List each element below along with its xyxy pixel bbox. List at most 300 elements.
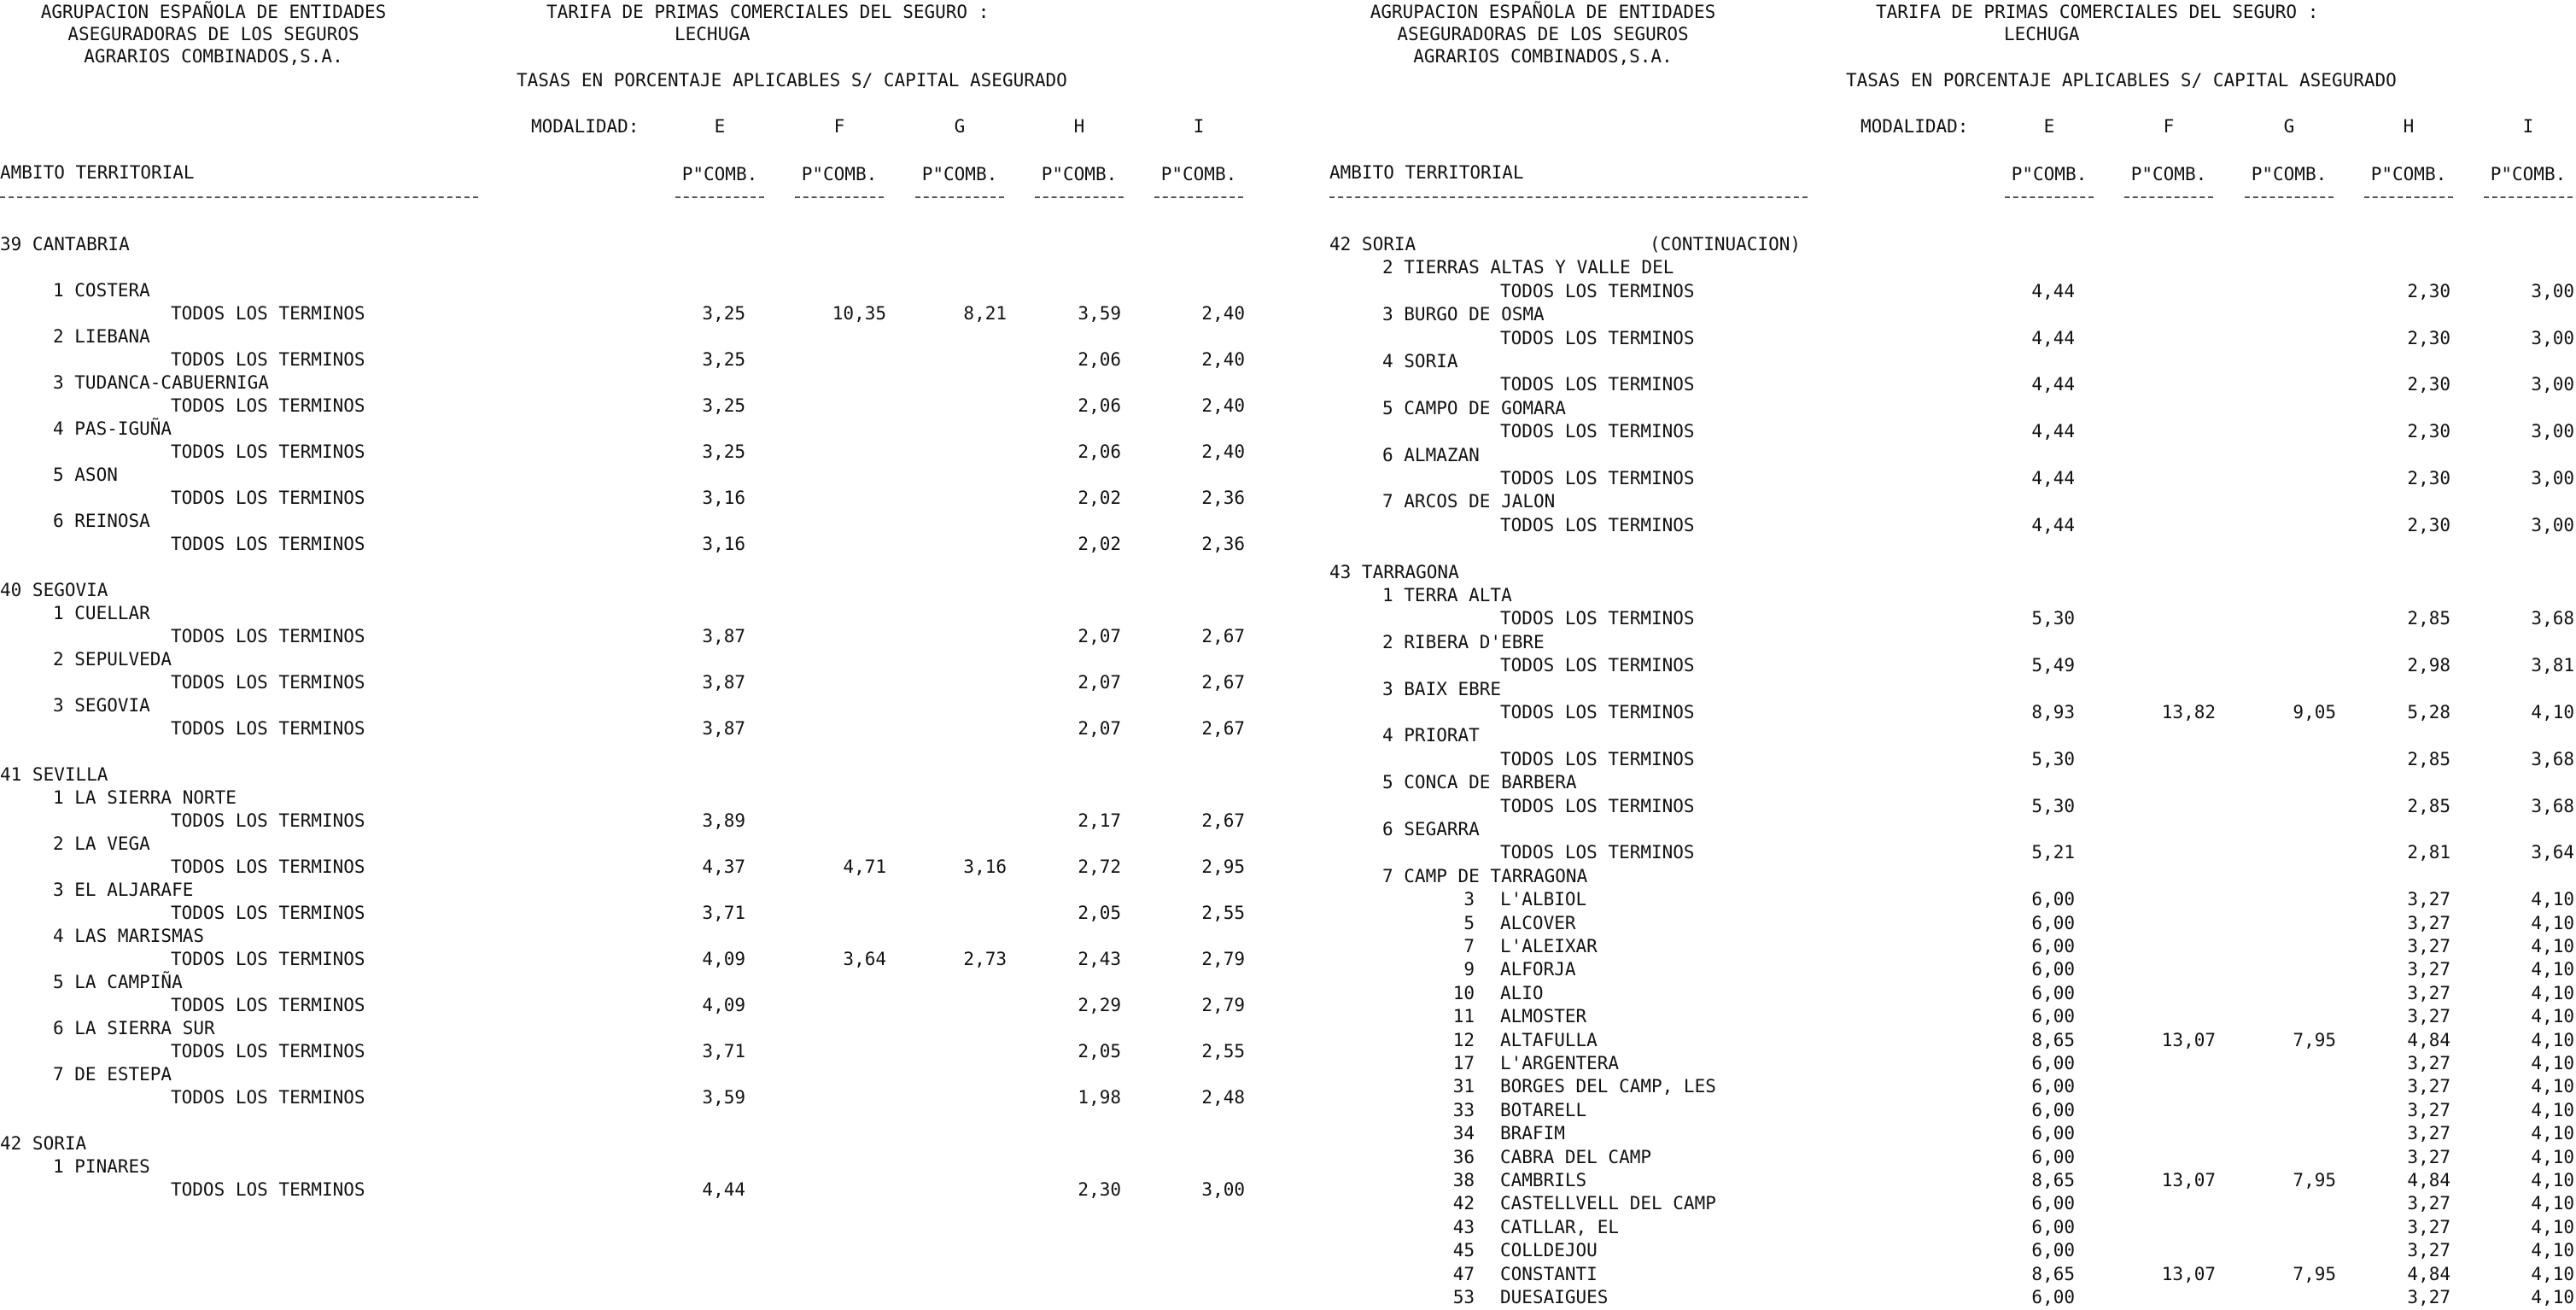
column-header: P"COMB.: [2251, 164, 2328, 184]
column-header-rule: [2005, 196, 2094, 198]
rate-value: 4,44: [2031, 328, 2075, 348]
rate-value: 3,27: [2407, 913, 2450, 933]
column-header: P"COMB.: [1041, 164, 1118, 184]
municipality-name: BOTARELL: [1500, 1100, 1587, 1120]
rate-value: 9,05: [2293, 702, 2336, 722]
rate-value: 4,10: [2531, 1076, 2574, 1097]
rate-value: 4,10: [2531, 1030, 2574, 1050]
comarca-name: 1 TERRA ALTA: [1382, 585, 1512, 605]
rate-value: 2,95: [1201, 857, 1245, 877]
table-row: [0, 280, 1238, 303]
table-row: [0, 1133, 1238, 1156]
table-row: [0, 1018, 1238, 1041]
term-label: TODOS LOS TERMINOS: [171, 857, 365, 877]
municipality-code: 33: [1452, 1100, 1475, 1120]
rate-value: 4,10: [2531, 702, 2574, 722]
municipality-code: 34: [1452, 1123, 1475, 1143]
rate-value: 2,36: [1201, 534, 1245, 554]
table-row: [0, 326, 1238, 349]
rate-value: 13,07: [2161, 1264, 2216, 1284]
rate-value: 3,27: [2407, 1287, 2450, 1307]
table-row: [1329, 842, 2574, 865]
table-row: [1329, 1006, 2574, 1029]
municipality-name: ALCOVER: [1500, 913, 1576, 933]
rate-value: 3,27: [2407, 1100, 2450, 1120]
comarca-name: 3 TUDANCA-CABUERNIGA: [53, 372, 269, 393]
blank-row: [0, 257, 1238, 280]
rate-value: 4,10: [2531, 1240, 2574, 1260]
rate-value: 2,07: [1078, 672, 1121, 693]
municipality-name: ALTAFULLA: [1500, 1030, 1598, 1050]
municipality-code: 17: [1452, 1053, 1475, 1073]
rate-value: 2,73: [963, 949, 1007, 969]
rate-value: 4,37: [702, 857, 745, 877]
table-row: [0, 465, 1238, 488]
rate-value: 4,10: [2531, 1100, 2574, 1120]
rate-value: 2,40: [1201, 303, 1245, 324]
municipality-code: 11: [1452, 1006, 1475, 1026]
comarca-name: 4 PAS-IGUÑA: [53, 418, 172, 439]
rate-value: 5,30: [2031, 608, 2075, 629]
territory-header: AMBITO TERRITORIAL: [0, 162, 195, 183]
rate-value: 6,00: [2031, 1006, 2075, 1026]
municipality-code: 10: [1452, 983, 1475, 1003]
table-row: [0, 1156, 1238, 1179]
tariff-title: TARIFA DE PRIMAS COMERCIALES DEL SEGURO :: [1876, 2, 2319, 22]
table-row: [0, 972, 1238, 995]
table-row: [0, 764, 1238, 787]
rate-value: 6,00: [2031, 959, 2075, 980]
rate-value: 2,40: [1201, 442, 1245, 462]
rate-value: 5,49: [2031, 655, 2075, 675]
rate-value: 3,27: [2407, 1217, 2450, 1237]
term-label: TODOS LOS TERMINOS: [171, 718, 365, 739]
municipality-name: CASTELLVELL DEL CAMP: [1500, 1193, 1716, 1214]
municipality-code: 36: [1452, 1147, 1475, 1167]
province-name: 42 SORIA: [1329, 234, 1417, 254]
table-row: [0, 880, 1238, 903]
table-row: [1329, 491, 2567, 514]
table-row: [1329, 304, 2567, 327]
rate-value: 7,95: [2293, 1264, 2336, 1284]
table-row: [1329, 1147, 2574, 1170]
rate-value: 3,87: [702, 718, 745, 739]
comarca-name: 7 CAMP DE TARRAGONA: [1382, 866, 1588, 886]
municipality-name: CAMBRILS: [1500, 1170, 1587, 1190]
comarca-name: 5 LA CAMPIÑA: [53, 972, 183, 992]
rate-value: 2,30: [2407, 468, 2450, 488]
rate-value: 3,00: [2531, 421, 2574, 442]
table-row: [0, 649, 1238, 672]
rate-value: 4,10: [2531, 983, 2574, 1003]
comarca-name: 6 LA SIERRA SUR: [53, 1018, 215, 1038]
comarca-name: 3 SEGOVIA: [53, 695, 150, 716]
table-row: [0, 395, 1245, 418]
column-header-rule: [1154, 196, 1243, 198]
term-label: TODOS LOS TERMINOS: [171, 488, 365, 508]
rate-value: 2,05: [1078, 1041, 1121, 1061]
column-header: P"COMB.: [681, 164, 758, 184]
table-row: [1329, 374, 2574, 397]
modality-letter: H: [2403, 116, 2415, 137]
municipality-code: 5: [1463, 913, 1475, 933]
rate-value: 4,44: [702, 1179, 745, 1200]
rate-value: 3,00: [2531, 515, 2574, 535]
comarca-name: 6 ALMAZAN: [1382, 445, 1480, 465]
municipality-code: 9: [1463, 959, 1475, 980]
tariff-page-left: [0, 0, 1245, 1307]
rate-value: 4,09: [702, 949, 745, 969]
rate-value: 3,00: [2531, 468, 2574, 488]
table-row: [1329, 351, 2567, 374]
table-row: [0, 1041, 1245, 1064]
rate-value: 3,16: [963, 857, 1007, 877]
table-row: [1329, 1170, 2574, 1193]
rate-value: 4,10: [2531, 1287, 2574, 1307]
rate-value: 2,17: [1078, 810, 1121, 831]
rate-value: 3,64: [2531, 842, 2574, 863]
municipality-name: L'ALBIOL: [1500, 889, 1587, 909]
table-row: [1329, 936, 2574, 959]
province-name: 39 CANTABRIA: [0, 234, 130, 254]
table-row: [1329, 585, 2567, 608]
rate-value: 4,10: [2531, 936, 2574, 956]
table-row: [0, 234, 1238, 257]
column-header: P"COMB.: [2130, 164, 2207, 184]
rate-value: 3,00: [2531, 374, 2574, 395]
comarca-name: 7 DE ESTEPA: [53, 1064, 172, 1085]
term-label: TODOS LOS TERMINOS: [171, 395, 365, 416]
rate-value: 2,06: [1078, 349, 1121, 370]
table-row: [1329, 468, 2574, 491]
column-header-rule: [1035, 196, 1124, 198]
comarca-name: 4 PRIORAT: [1382, 725, 1480, 746]
table-row: [1329, 772, 2567, 795]
province-name: 40 SEGOVIA: [0, 580, 108, 600]
province-name: 42 SORIA: [0, 1133, 87, 1154]
rate-value: 2,67: [1201, 626, 1245, 646]
continuation-note: (CONTINUACION): [1650, 234, 1802, 254]
tariff-title: LECHUGA: [2004, 24, 2080, 44]
table-row: [0, 718, 1245, 741]
rate-value: 8,21: [963, 303, 1007, 324]
table-row: [0, 857, 1245, 880]
rate-value: 3,68: [2531, 749, 2574, 769]
rate-value: 3,25: [702, 442, 745, 462]
blank-row: [0, 741, 1238, 764]
comarca-name: 5 CONCA DE BARBERA: [1382, 772, 1577, 792]
tariff-title: TARIFA DE PRIMAS COMERCIALES DEL SEGURO :: [546, 2, 990, 22]
rate-value: 2,55: [1201, 1041, 1245, 1061]
rate-value: 3,25: [702, 395, 745, 416]
table-row: [0, 810, 1245, 833]
table-row: [1329, 421, 2574, 444]
rate-value: 3,27: [2407, 959, 2450, 980]
municipality-code: 12: [1452, 1030, 1475, 1050]
table-row: [0, 580, 1238, 603]
comarca-name: 1 COSTERA: [53, 280, 150, 301]
table-row: [0, 1087, 1245, 1110]
rate-value: 3,89: [702, 810, 745, 831]
modality-letter: H: [1073, 116, 1085, 137]
table-row: [1329, 913, 2574, 936]
term-label: TODOS LOS TERMINOS: [1500, 608, 1695, 629]
term-label: TODOS LOS TERMINOS: [1500, 702, 1695, 722]
comarca-name: 1 LA SIERRA NORTE: [53, 787, 237, 808]
rate-value: 3,27: [2407, 1076, 2450, 1097]
modality-letter: F: [2163, 116, 2175, 137]
rate-value: 8,65: [2031, 1264, 2075, 1284]
rate-value: 3,27: [2407, 1193, 2450, 1214]
rate-value: 3,87: [702, 626, 745, 646]
rate-value: 13,82: [2161, 702, 2216, 722]
term-label: TODOS LOS TERMINOS: [171, 626, 365, 646]
table-row: [0, 672, 1245, 695]
table-row: [1329, 445, 2567, 468]
table-row: [0, 349, 1245, 372]
municipality-name: COLLDEJOU: [1500, 1240, 1598, 1260]
term-label: TODOS LOS TERMINOS: [171, 1087, 365, 1108]
rate-value: 3,59: [702, 1087, 745, 1108]
table-row: [0, 1179, 1245, 1202]
municipality-name: CABRA DEL CAMP: [1500, 1147, 1652, 1167]
rate-value: 3,64: [843, 949, 886, 969]
modality-letter: E: [2043, 116, 2055, 137]
modality-letter: I: [1193, 116, 1205, 137]
municipality-name: ALFORJA: [1500, 959, 1576, 980]
rate-value: 2,85: [2407, 608, 2450, 629]
rate-value: 2,79: [1201, 995, 1245, 1015]
rate-value: 6,00: [2031, 983, 2075, 1003]
rate-value: 4,10: [2531, 913, 2574, 933]
comarca-name: 2 LA VEGA: [53, 833, 150, 854]
municipality-name: BRAFIM: [1500, 1123, 1565, 1143]
table-row: [1329, 632, 2567, 655]
rate-value: 3,27: [2407, 936, 2450, 956]
rate-value: 6,00: [2031, 936, 2075, 956]
comarca-name: 1 PINARES: [53, 1156, 150, 1177]
rate-value: 6,00: [2031, 1123, 2075, 1143]
tariff-title: LECHUGA: [675, 24, 751, 44]
table-row: [1329, 1100, 2574, 1123]
rate-value: 1,98: [1078, 1087, 1121, 1108]
column-header-rule: [2364, 196, 2453, 198]
territory-header: AMBITO TERRITORIAL: [1329, 162, 1524, 183]
rate-value: 2,02: [1078, 488, 1121, 508]
municipality-name: CATLLAR, EL: [1500, 1217, 1620, 1237]
comarca-name: 5 ASON: [53, 465, 118, 485]
rate-value: 3,27: [2407, 1006, 2450, 1026]
rate-value: 4,10: [2531, 1053, 2574, 1073]
comarca-name: 2 LIEBANA: [53, 326, 150, 347]
rate-value: 2,55: [1201, 903, 1245, 923]
rate-value: 2,30: [2407, 421, 2450, 442]
issuer-line: ASEGURADORAS DE LOS SEGUROS: [67, 24, 359, 44]
column-header: P"COMB.: [2490, 164, 2567, 184]
table-row: [1329, 796, 2574, 819]
table-row: [0, 603, 1238, 626]
rate-value: 13,07: [2161, 1170, 2216, 1190]
table-row: [0, 695, 1238, 718]
rate-value: 6,00: [2031, 1193, 2075, 1214]
rate-value: 6,00: [2031, 1217, 2075, 1237]
comarca-name: 3 BURGO DE OSMA: [1382, 304, 1545, 325]
comarca-name: 2 TIERRAS ALTAS Y VALLE DEL: [1382, 257, 1674, 278]
column-header-rule: [795, 196, 884, 198]
rate-value: 3,00: [1201, 1179, 1245, 1200]
rate-value: 3,00: [2531, 328, 2574, 348]
rate-value: 4,10: [2531, 1217, 2574, 1237]
municipality-code: 47: [1452, 1264, 1475, 1284]
term-label: TODOS LOS TERMINOS: [1500, 749, 1695, 769]
municipality-name: L'ARGENTERA: [1500, 1053, 1620, 1073]
rate-value: 6,00: [2031, 1147, 2075, 1167]
municipality-name: BORGES DEL CAMP, LES: [1500, 1076, 1716, 1097]
rate-value: 3,68: [2531, 796, 2574, 816]
column-header-rule: [2484, 196, 2573, 198]
rate-value: 2,81: [2407, 842, 2450, 863]
term-label: TODOS LOS TERMINOS: [171, 442, 365, 462]
table-row: [1329, 866, 2567, 889]
column-header-rule: [675, 196, 764, 198]
rate-value: 3,27: [2407, 1147, 2450, 1167]
rate-value: 4,71: [843, 857, 886, 877]
table-row: [0, 488, 1245, 511]
term-label: TODOS LOS TERMINOS: [1500, 281, 1695, 301]
rate-value: 2,07: [1078, 626, 1121, 646]
rate-value: 2,98: [2407, 655, 2450, 675]
rate-value: 2,30: [1078, 1179, 1121, 1200]
rate-value: 2,79: [1201, 949, 1245, 969]
issuer-line: AGRUPACION ESPAÑOLA DE ENTIDADES: [1370, 2, 1716, 22]
column-header: P"COMB.: [2370, 164, 2447, 184]
term-label: TODOS LOS TERMINOS: [171, 1179, 365, 1200]
modality-letter: E: [714, 116, 726, 137]
rate-value: 2,43: [1078, 949, 1121, 969]
column-header: P"COMB.: [921, 164, 998, 184]
table-row: [1329, 1217, 2574, 1240]
term-label: TODOS LOS TERMINOS: [1500, 374, 1695, 395]
comarca-name: 7 ARCOS DE JALON: [1382, 491, 1556, 512]
rate-value: 3,00: [2531, 281, 2574, 301]
modality-letter: F: [833, 116, 845, 137]
comarca-name: 6 REINOSA: [53, 511, 150, 531]
term-label: TODOS LOS TERMINOS: [1500, 515, 1695, 535]
blank-row: [0, 557, 1238, 580]
table-row: [1329, 328, 2574, 351]
table-row: [0, 949, 1245, 972]
table-row: [0, 787, 1238, 810]
table-row: [0, 1064, 1238, 1087]
table-row: [1329, 562, 2567, 585]
province-name: 41 SEVILLA: [0, 764, 108, 785]
rate-value: 2,30: [2407, 515, 2450, 535]
table-row: [0, 511, 1238, 534]
rate-value: 4,84: [2407, 1264, 2450, 1284]
table-row: [0, 303, 1245, 326]
rate-value: 2,67: [1201, 672, 1245, 693]
table-row: [1329, 702, 2574, 725]
issuer-line: ASEGURADORAS DE LOS SEGUROS: [1397, 24, 1689, 44]
municipality-code: 31: [1452, 1076, 1475, 1097]
table-row: [1329, 1240, 2574, 1263]
table-row: [0, 372, 1238, 395]
rate-value: 2,30: [2407, 374, 2450, 395]
issuer-line: AGRARIOS COMBINADOS,S.A.: [84, 46, 343, 67]
rate-value: 6,00: [2031, 1240, 2075, 1260]
rate-value: 2,06: [1078, 442, 1121, 462]
table-row: [0, 534, 1245, 557]
table-row: [0, 903, 1245, 926]
issuer-line: AGRUPACION ESPAÑOLA DE ENTIDADES: [40, 2, 387, 22]
municipality-code: 38: [1452, 1170, 1475, 1190]
term-label: TODOS LOS TERMINOS: [1500, 468, 1695, 488]
modality-letter: G: [2283, 116, 2295, 137]
blank-row: [0, 1110, 1238, 1133]
table-row: [1329, 1053, 2574, 1076]
municipality-code: 53: [1452, 1287, 1475, 1307]
rate-value: 3,16: [702, 488, 745, 508]
rate-value: 3,27: [2407, 1123, 2450, 1143]
column-header: P"COMB.: [1160, 164, 1237, 184]
rate-value: 4,44: [2031, 515, 2075, 535]
column-header: P"COMB.: [801, 164, 878, 184]
table-row: [1329, 655, 2574, 678]
rates-note: TASAS EN PORCENTAJE APLICABLES S/ CAPITAL ASEGURADO: [1846, 70, 2397, 91]
rate-value: 4,10: [2531, 889, 2574, 909]
rate-value: 8,93: [2031, 702, 2075, 722]
municipality-code: 3: [1463, 889, 1475, 909]
table-row: [0, 418, 1238, 442]
rate-value: 3,59: [1078, 303, 1121, 324]
rate-value: 2,67: [1201, 810, 1245, 831]
rate-value: 8,65: [2031, 1170, 2075, 1190]
province-name: 43 TARRAGONA: [1329, 562, 1459, 582]
rate-value: 3,27: [2407, 1240, 2450, 1260]
comarca-name: 3 EL ALJARAFE: [53, 880, 194, 900]
term-label: TODOS LOS TERMINOS: [1500, 796, 1695, 816]
term-label: TODOS LOS TERMINOS: [171, 534, 365, 554]
rate-value: 5,30: [2031, 749, 2075, 769]
rate-value: 13,07: [2161, 1030, 2216, 1050]
rate-value: 3,87: [702, 672, 745, 693]
blank-row: [1329, 538, 2567, 561]
rate-value: 2,67: [1201, 718, 1245, 739]
table-row: [1329, 608, 2574, 631]
term-label: TODOS LOS TERMINOS: [171, 949, 365, 969]
rate-value: 6,00: [2031, 1076, 2075, 1097]
table-row: [0, 833, 1238, 857]
table-row: [1329, 983, 2574, 1006]
rate-value: 6,00: [2031, 913, 2075, 933]
rate-value: 10,35: [832, 303, 886, 324]
column-header: P"COMB.: [2011, 164, 2088, 184]
modality-letter: G: [954, 116, 966, 137]
rate-value: 3,16: [702, 534, 745, 554]
modality-letter: I: [2522, 116, 2534, 137]
rate-value: 2,36: [1201, 488, 1245, 508]
rate-value: 6,00: [2031, 1053, 2075, 1073]
comarca-name: 5 CAMPO DE GOMARA: [1382, 398, 1566, 418]
municipality-name: ALIO: [1500, 983, 1544, 1003]
tariff-page-right: [1329, 0, 2574, 1307]
rate-value: 2,06: [1078, 395, 1121, 416]
municipality-code: 43: [1452, 1217, 1475, 1237]
rate-value: 6,00: [2031, 889, 2075, 909]
comarca-name: 6 SEGARRA: [1382, 819, 1480, 839]
term-label: TODOS LOS TERMINOS: [1500, 655, 1695, 675]
rate-value: 3,71: [702, 1041, 745, 1061]
